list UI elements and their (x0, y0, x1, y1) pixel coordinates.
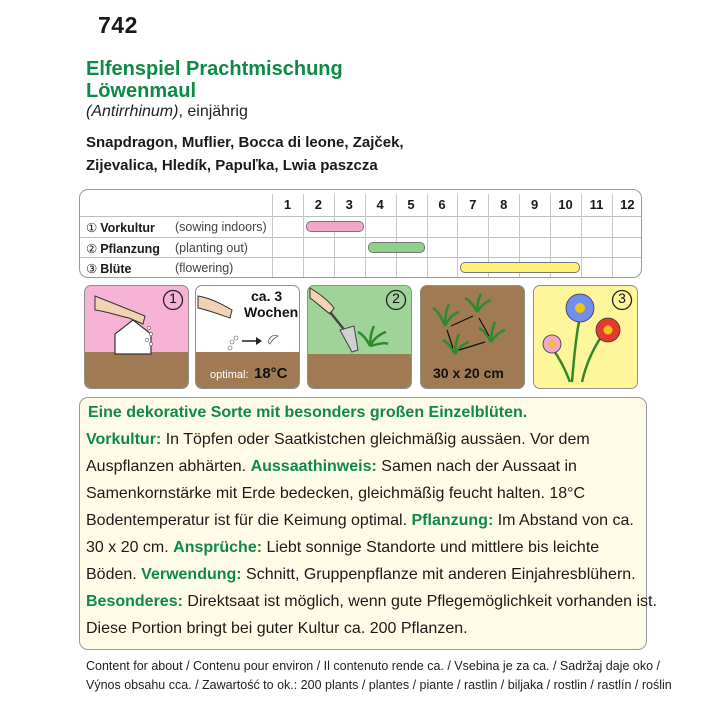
key-besonderes: Besonderes: (86, 593, 183, 610)
month-8: 8 (500, 197, 508, 212)
calendar-gridline (457, 194, 458, 277)
month-2: 2 (314, 197, 322, 212)
info-line-2 (86, 458, 577, 476)
period-bar-vorkultur (306, 221, 364, 232)
optimal-label: optimal: (210, 369, 249, 381)
step-1-label: Vorkultur (100, 221, 155, 235)
step-2-symbol: ② (86, 242, 98, 256)
info-line-3 (86, 485, 585, 503)
text-l5b: Liebt sonnige Standorte und mittlere bis leichte (262, 539, 600, 556)
info-line-1 (86, 431, 590, 449)
month-10: 10 (558, 197, 573, 212)
calendar-gridline (272, 194, 273, 277)
key-ansprueche: Ansprüche: (173, 539, 263, 556)
text-l6b: Schnitt, Gruppenpflanze mit anderen Einjahresblühern. (241, 566, 636, 583)
schedule-label (86, 241, 160, 256)
month-1: 1 (283, 197, 292, 212)
common-names-line1: Snapdragon, Muflier, Bocca di leone, Zajček, (86, 134, 404, 151)
period-bar-blte (460, 262, 580, 273)
pictogram-germination (195, 285, 300, 389)
key-vorkultur: Vorkultur: (86, 431, 162, 448)
step-number-1: 1 (169, 290, 177, 306)
text-l4: Bodentemperatur ist für die Keimung optimal. (86, 512, 412, 529)
text-l1: In Töpfen oder Saatkistchen gleichmäßig aussäen. Vor dem (161, 431, 590, 448)
period-bar-pflanzung (368, 242, 426, 253)
month-4: 4 (376, 197, 384, 212)
pictogram-spacing (420, 285, 525, 389)
germination-time: ca. 3 (251, 288, 283, 304)
step-3-label: Blüte (100, 262, 132, 276)
info-line-6 (86, 566, 636, 584)
month-header-row (80, 194, 641, 215)
footer-content-line1: Content for about / Contenu pour environ / Il contenuto rende ca. / Vsebina je za ca. / Sadržaj daje oko / (86, 659, 660, 673)
article-number: 742 (98, 12, 138, 38)
key-verwendung: Verwendung: (141, 566, 242, 583)
text-l2b: Samen nach der Aussaat in (376, 458, 577, 475)
month-5: 5 (407, 197, 415, 212)
step-3-desc: (flowering) (175, 261, 234, 275)
germination-weeks: Wochen (244, 304, 299, 320)
calendar-gridline (612, 194, 613, 277)
info-line-5 (86, 539, 599, 557)
calendar-gridline (334, 194, 335, 277)
schedule-label (86, 220, 155, 235)
month-11: 11 (589, 197, 604, 212)
latin-name-italic: (Antirrhinum) (86, 103, 179, 120)
calendar-gridline (581, 194, 582, 277)
step-2-desc: (planting out) (175, 241, 248, 255)
plant-spacing: 30 x 20 cm (433, 365, 504, 381)
text-l6: Böden. (86, 566, 142, 583)
info-line-4 (86, 512, 634, 530)
schedule-label (86, 261, 131, 276)
text-l4b: Im Abstand von ca. (493, 512, 634, 529)
pictogram-sowing (84, 285, 189, 389)
plant-name: Löwenmaul (86, 80, 197, 102)
month-12: 12 (620, 197, 635, 212)
key-aussaathinweis: Aussaathinweis: (250, 458, 377, 475)
latin-name (86, 103, 248, 121)
step-1-desc: (sowing indoors) (175, 220, 267, 234)
info-line-7 (86, 593, 657, 611)
calendar-gridline (427, 194, 428, 277)
calendar-gridline (303, 194, 304, 277)
text-l3: Samenkornstärke mit Erde bedecken, gleichmäßig feucht halten. 18°C (86, 485, 586, 502)
text-l7: Direktsaat ist möglich, wenn gute Pflegemöglichkeit vorhanden ist. (182, 593, 657, 610)
calendar-gridline (365, 194, 366, 277)
step-number-2: 2 (392, 290, 400, 306)
info-headline: Eine dekorative Sorte mit besonders großen Einzelblüten. (88, 404, 528, 421)
common-names-line2: Zijevalica, Hledík, Papuľka, Lwia paszcza (86, 157, 378, 174)
month-3: 3 (345, 197, 353, 212)
step-number-3: 3 (618, 290, 626, 306)
schedule-row-pflanzung (80, 237, 641, 259)
info-line-8 (86, 620, 468, 638)
text-l8: Diese Portion bringt bei guter Kultur ca. 200 Pflanzen. (86, 620, 468, 637)
calendar-gridline (396, 194, 397, 277)
variety-title: Elfenspiel Prachtmischung (86, 58, 343, 80)
step-2-label: Pflanzung (100, 242, 160, 256)
key-pflanzung: Pflanzung: (411, 512, 494, 529)
growing-calendar (79, 189, 642, 278)
step-3-symbol: ③ (86, 262, 98, 276)
footer-content-line2: Výnos obsahu cca. / Zawartość to ok.: 200 plants / plantes / piante / rastlin / biljaka / rostlin / rastlín / roślin (86, 678, 672, 692)
text-l2: Auspflanzen abhärten. (86, 458, 251, 475)
optimal-temperature: 18°C (254, 365, 288, 382)
pictogram-planting (307, 285, 412, 389)
month-6: 6 (438, 197, 446, 212)
step-1-symbol: ① (86, 221, 98, 235)
month-7: 7 (469, 197, 477, 212)
text-l5: 30 x 20 cm. (86, 539, 174, 556)
annual-note: , einjährig (178, 103, 248, 120)
pictogram-flowering (533, 285, 638, 389)
month-9: 9 (531, 197, 539, 212)
